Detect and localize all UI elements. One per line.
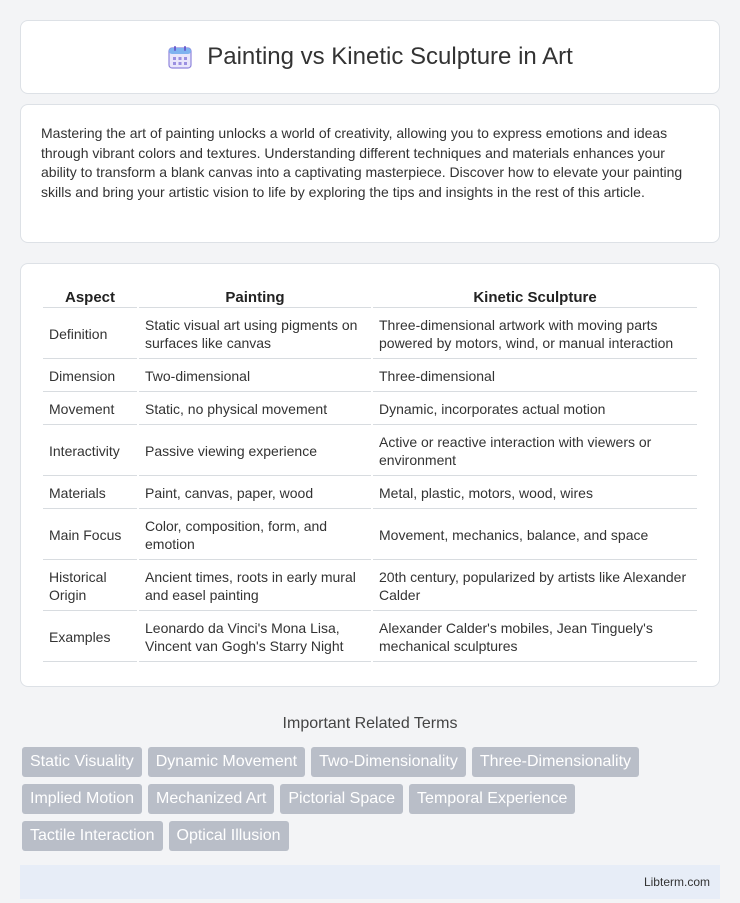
table-cell: Examples [43, 613, 137, 662]
table-cell: Alexander Calder's mobiles, Jean Tinguely's mechanical sculptures [373, 613, 697, 662]
comparison-card [20, 263, 720, 687]
table-row [43, 427, 697, 476]
page-title: Painting vs Kinetic Sculpture in Art [207, 43, 573, 70]
comparison-table [41, 284, 699, 664]
intro-card [20, 104, 720, 243]
title-card [20, 20, 720, 94]
table-cell: Interactivity [43, 427, 137, 476]
related-terms-tags [0, 747, 740, 851]
tag-static-visuality[interactable]: Static Visuality [22, 747, 142, 777]
table-cell: Three-dimensional [373, 361, 697, 392]
table-row [43, 478, 697, 509]
table-cell: Static visual art using pigments on surfaces like canvas [139, 310, 371, 359]
tag-mechanized-art[interactable]: Mechanized Art [148, 784, 274, 814]
related-terms-section [0, 715, 740, 851]
table-cell: Movement, mechanics, balance, and space [373, 511, 697, 560]
column-header-kinetic-sculpture: Kinetic Sculpture [373, 286, 697, 308]
table-cell: Three-dimensional artwork with moving parts powered by motors, wind, or manual interaction [373, 310, 697, 359]
table-row [43, 361, 697, 392]
table-cell: Static, no physical movement [139, 394, 371, 425]
tag-three-dimensionality[interactable]: Three-Dimensionality [472, 747, 639, 777]
table-cell: Passive viewing experience [139, 427, 371, 476]
column-header-painting: Painting [139, 286, 371, 308]
table-cell: Definition [43, 310, 137, 359]
related-terms-title: Important Related Terms [282, 715, 458, 732]
table-row [43, 511, 697, 560]
calendar-icon [167, 44, 193, 70]
tag-implied-motion[interactable]: Implied Motion [22, 784, 142, 814]
table-cell: Active or reactive interaction with viewers or environment [373, 427, 697, 476]
tag-two-dimensionality[interactable]: Two-Dimensionality [311, 747, 466, 777]
table-header-row [43, 286, 697, 308]
tag-pictorial-space[interactable]: Pictorial Space [280, 784, 403, 814]
table-cell: Ancient times, roots in early mural and easel painting [139, 562, 371, 611]
tag-optical-illusion[interactable]: Optical Illusion [169, 821, 289, 851]
table-cell: Leonardo da Vinci's Mona Lisa, Vincent van Gogh's Starry Night [139, 613, 371, 662]
table-row [43, 562, 697, 611]
footer-brand-link[interactable]: Libterm.com [643, 875, 710, 889]
table-row [43, 613, 697, 662]
table-cell: Main Focus [43, 511, 137, 560]
table-cell: Dimension [43, 361, 137, 392]
intro-text: Mastering the art of painting unlocks a world of creativity, allowing you to express emotions and ideas through vibrant colors and textures. Understanding different techniques and materials enhances your ability to transform a blank canvas into a captivating masterpiece. Discover how to elevate your painting skills and bring your artistic vision to life by exploring the tips and insights in the rest of this article. [41, 125, 683, 200]
tag-dynamic-movement[interactable]: Dynamic Movement [148, 747, 305, 777]
table-row [43, 310, 697, 359]
table-cell: Movement [43, 394, 137, 425]
table-cell: Historical Origin [43, 562, 137, 611]
table-cell: Metal, plastic, motors, wood, wires [373, 478, 697, 509]
table-cell: Dynamic, incorporates actual motion [373, 394, 697, 425]
column-header-aspect: Aspect [43, 286, 137, 308]
table-cell: Paint, canvas, paper, wood [139, 478, 371, 509]
table-cell: Color, composition, form, and emotion [139, 511, 371, 560]
footer [20, 865, 720, 899]
table-cell: Materials [43, 478, 137, 509]
table-cell: 20th century, popularized by artists like Alexander Calder [373, 562, 697, 611]
table-cell: Two-dimensional [139, 361, 371, 392]
tag-temporal-experience[interactable]: Temporal Experience [409, 784, 575, 814]
table-row [43, 394, 697, 425]
tag-tactile-interaction[interactable]: Tactile Interaction [22, 821, 163, 851]
